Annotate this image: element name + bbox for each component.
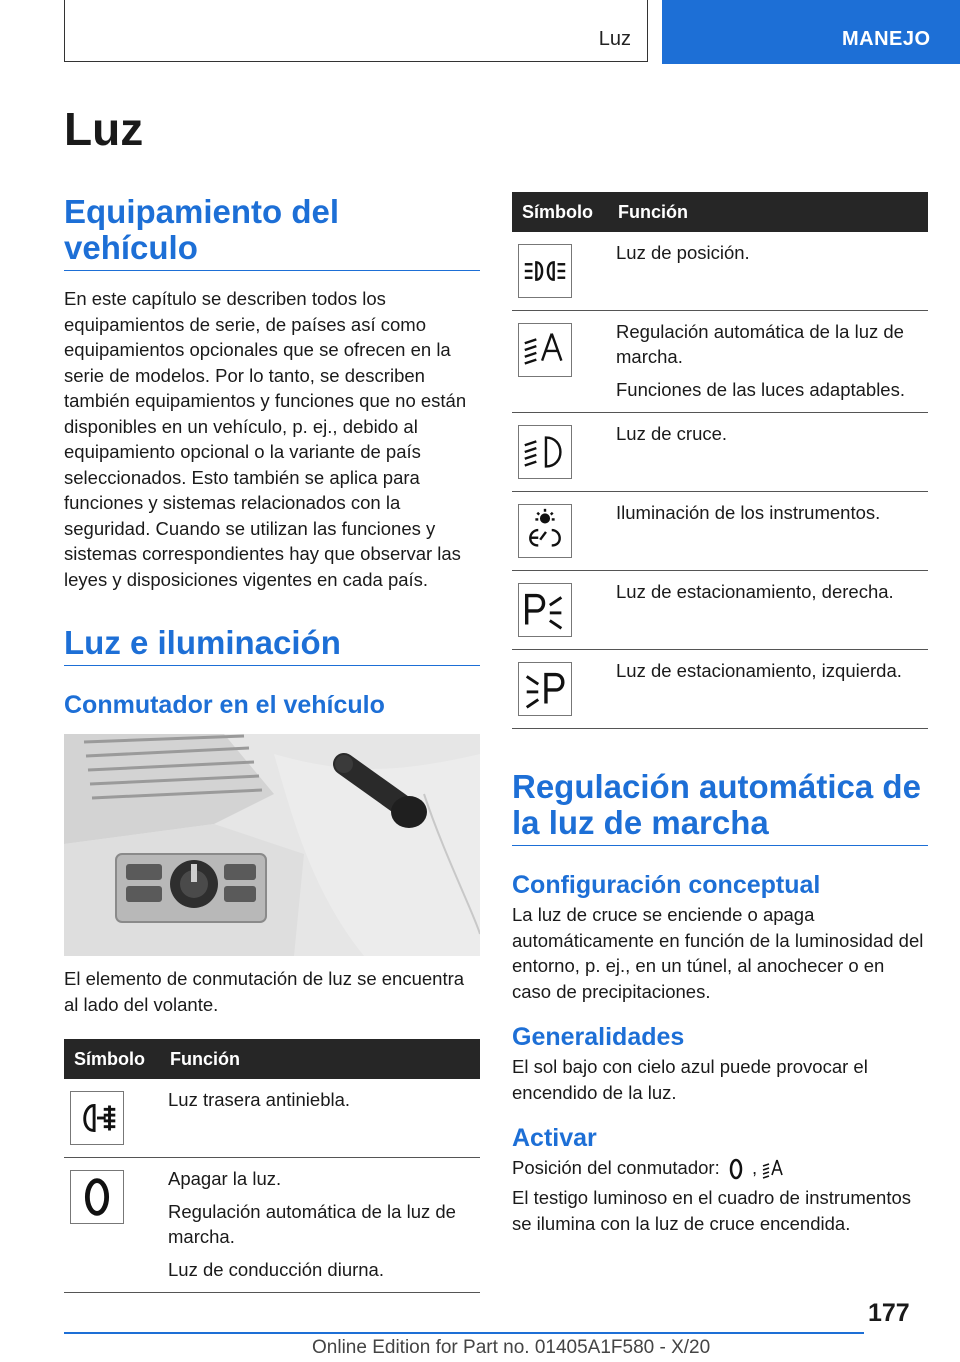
generalidades-paragraph: El sol bajo con cielo azul puede provocar el encendido de la luz. (512, 1056, 868, 1103)
heading-luz-iluminacion: Luz e iluminación (64, 625, 480, 666)
heading-configuracion: Configuración conceptual (512, 871, 821, 899)
instrument-lighting-icon (518, 504, 572, 558)
switch-caption: El elemento de conmutación de luz se encuentra al lado del volante. (64, 968, 465, 1015)
page-number: 177 (868, 1299, 910, 1327)
activar-position-line (512, 1155, 928, 1181)
table-row (64, 1158, 480, 1293)
heading-conmutador: Conmutador en el vehículo (64, 691, 385, 719)
column-header-symbol: Símbolo (64, 1039, 160, 1079)
function-text: Luz de conducción diurna. (168, 1259, 384, 1280)
header-frame (64, 0, 648, 62)
function-text: Apagar la luz. (168, 1168, 282, 1189)
low-beam-icon (518, 425, 572, 479)
activar-prefix: Posición del conmutador: (512, 1157, 720, 1178)
header-section-title: Luz (598, 28, 631, 50)
table-row (512, 413, 928, 492)
table-row (512, 492, 928, 571)
auto-light-icon (518, 323, 572, 377)
equipamiento-paragraph: En este capítulo se describen todos los equipamientos de serie, de países así como equipamientos opcionales que se ofrecen en la serie de modelos. Por lo tanto, se describen también equipamientos y funciones que no están disponibles en un vehículo, p. ej., debido al equipamiento opcional o la variante de país seleccionados. Esto también se aplica para funciones y sistemas relacionados con la seguridad. Cuando se utilizan las funciones y sistemas correspondientes hay que observar las leyes y disposiciones vigentes en cada país. (64, 288, 467, 590)
parking-light-left-icon (518, 662, 572, 716)
heading-regulacion: Regulación automática de la luz de marcha (512, 769, 928, 846)
function-text: Iluminación de los instrumentos. (616, 502, 881, 523)
function-text: Luz trasera antiniebla. (168, 1089, 351, 1110)
activar-separator: , (752, 1157, 758, 1178)
function-text: Regulación automática de la luz de marcha. (168, 1201, 456, 1247)
function-text: Luz de cruce. (616, 423, 728, 444)
rear-fog-light-icon (70, 1091, 124, 1145)
heading-equipamiento: Equipamiento del vehículo (64, 194, 480, 271)
function-text: Luz de estacionamiento, derecha. (616, 581, 894, 602)
heading-activar: Activar (512, 1124, 597, 1152)
table-row (512, 650, 928, 729)
function-text: Regulación automática de la luz de marcha. (616, 321, 904, 367)
table-row (512, 311, 928, 413)
column-header-function: Función (160, 1039, 480, 1079)
symbol-table-right (512, 192, 928, 729)
page-title: Luz (64, 103, 144, 155)
zero-position-icon (70, 1170, 124, 1224)
function-text: Luz de posición. (616, 242, 750, 263)
position-light-icon (518, 244, 572, 298)
right-column (512, 192, 928, 1236)
auto-light-icon (762, 1157, 784, 1181)
configuracion-paragraph: La luz de cruce se enciende o apaga automáticamente en función de la luminosidad del entorno, p. ej., en un túnel, al anochecer o en caso de precipitaciones. (512, 904, 924, 1002)
column-header-function: Función (608, 192, 928, 232)
table-row (64, 1079, 480, 1158)
left-column (64, 100, 480, 1293)
parking-light-right-icon (518, 583, 572, 637)
table-row (512, 571, 928, 650)
function-text: Funciones de las luces adaptables. (616, 379, 905, 400)
activar-paragraph: El testigo luminoso en el cuadro de instrumentos se ilumina con la luz de cruce encendida. (512, 1187, 911, 1234)
footer-divider (64, 1332, 864, 1334)
chapter-tab-label: MANEJO (842, 28, 931, 50)
table-row (512, 232, 928, 311)
column-header-symbol: Símbolo (512, 192, 608, 232)
heading-generalidades: Generalidades (512, 1023, 685, 1051)
edition-footer: Online Edition for Part no. 01405A1F580 - X/20 (312, 1337, 711, 1358)
light-switch-photo (64, 734, 480, 956)
function-text: Luz de estacionamiento, izquierda. (616, 660, 902, 681)
symbol-table-left (64, 1039, 480, 1293)
zero-position-icon (725, 1157, 747, 1181)
